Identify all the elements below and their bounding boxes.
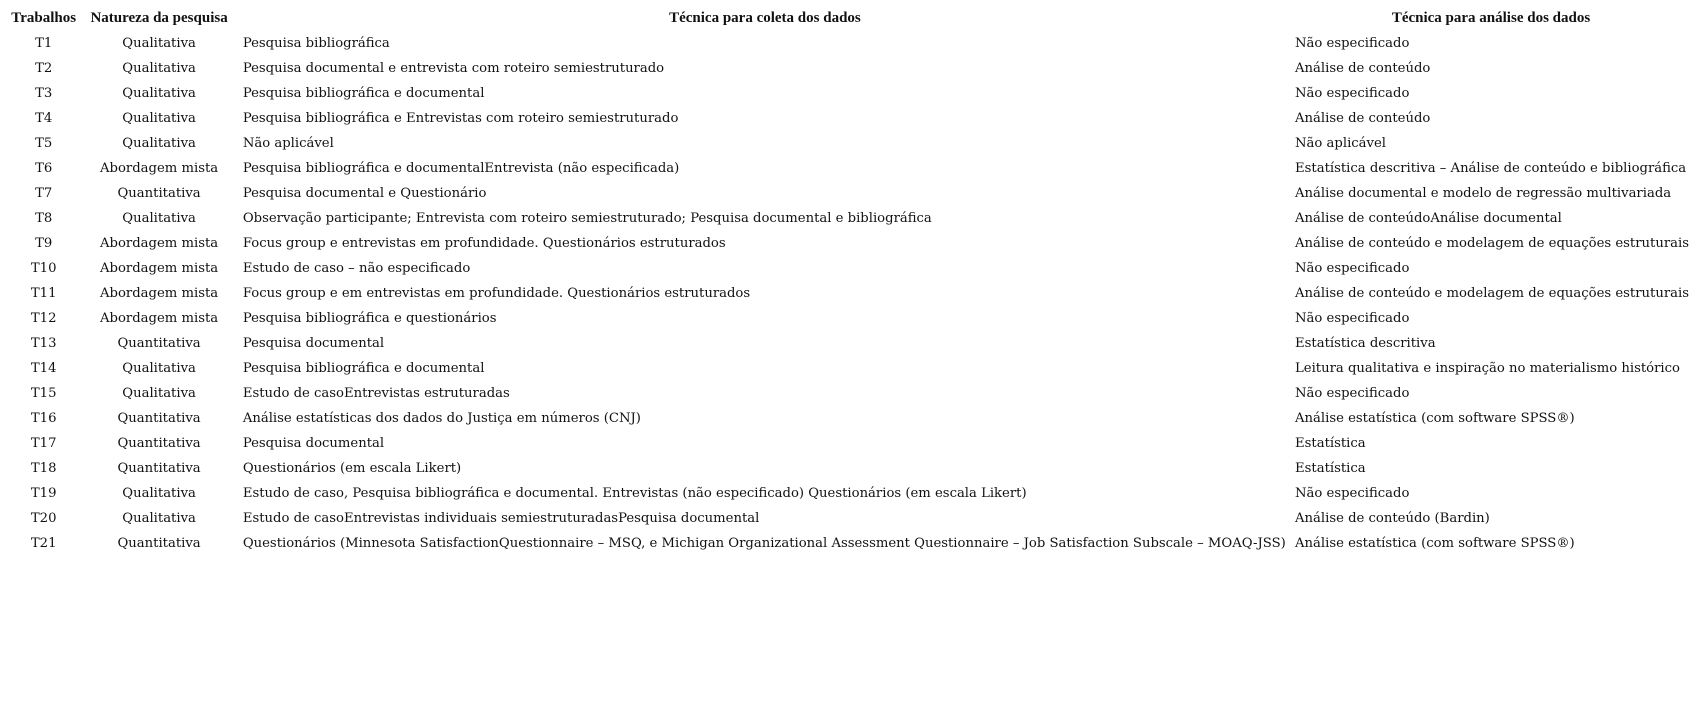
- collection-technique-cell: Pesquisa bibliográfica e documental: [242, 361, 485, 376]
- collection-technique-cell: Estudo de casoEntrevistas estruturadas: [242, 386, 510, 401]
- analysis-technique-cell: Não especificado: [1295, 86, 1410, 101]
- table-row: [6, 531, 1689, 556]
- work-id-cell: T19: [30, 486, 57, 501]
- header-analysis: Técnica para análise dos dados: [1391, 10, 1591, 26]
- nature-cell: Quantitativa: [117, 186, 201, 201]
- header-nature: Natureza da pesquisa: [90, 10, 228, 26]
- nature-cell: Abordagem mista: [100, 261, 219, 276]
- analysis-technique-cell: Análise de conteúdo (Bardin): [1295, 511, 1490, 526]
- work-id-cell: T20: [30, 511, 57, 526]
- collection-technique-cell: Pesquisa bibliográfica e documentalEntrevista (não especificada): [242, 161, 680, 176]
- collection-technique-cell: Estudo de caso, Pesquisa bibliográfica e documental. Entrevistas (não especificado) Questionários (em escala Likert): [242, 486, 1027, 501]
- header-works: Trabalhos: [11, 10, 77, 26]
- work-id-cell: T15: [30, 386, 57, 401]
- nature-cell: Quantitativa: [117, 536, 201, 551]
- work-id-cell: T18: [30, 461, 57, 476]
- collection-technique-cell: Focus group e em entrevistas em profundidade. Questionários estruturados: [242, 286, 751, 301]
- analysis-technique-cell: Análise de conteúdo e modelagem de equações estruturais: [1295, 286, 1689, 301]
- nature-cell: Qualitativa: [122, 86, 196, 101]
- analysis-technique-cell: Não especificado: [1295, 486, 1410, 501]
- analysis-technique-cell: Análise de conteúdo e modelagem de equações estruturais: [1295, 236, 1689, 251]
- analysis-technique-cell: Análise estatística (com software SPSS®): [1295, 536, 1575, 551]
- table-row: [6, 106, 1689, 131]
- collection-technique-cell: Pesquisa bibliográfica e questionários: [242, 311, 497, 326]
- analysis-technique-cell: Não especificado: [1295, 386, 1410, 401]
- work-id-cell: T2: [35, 61, 53, 76]
- work-id-cell: T7: [35, 186, 53, 201]
- table-row: [6, 431, 1689, 456]
- analysis-technique-cell: Análise de conteúdoAnálise documental: [1295, 211, 1562, 226]
- analysis-technique-cell: Não especificado: [1295, 36, 1410, 51]
- collection-technique-cell: Análise estatísticas dos dados do Justiça em números (CNJ): [242, 411, 641, 426]
- nature-cell: Qualitativa: [122, 486, 196, 501]
- work-id-cell: T8: [35, 211, 53, 226]
- analysis-technique-cell: Análise de conteúdo: [1295, 111, 1431, 126]
- nature-cell: Qualitativa: [122, 386, 196, 401]
- work-id-cell: T14: [30, 361, 57, 376]
- work-id-cell: T10: [30, 261, 57, 276]
- nature-cell: Qualitativa: [122, 111, 196, 126]
- analysis-technique-cell: Não especificado: [1295, 261, 1410, 276]
- nature-cell: Abordagem mista: [100, 161, 219, 176]
- table-row: [6, 31, 1689, 56]
- table-row: [6, 406, 1689, 431]
- nature-cell: Abordagem mista: [100, 236, 219, 251]
- table-row: [6, 456, 1689, 481]
- work-id-cell: T16: [30, 411, 57, 426]
- nature-cell: Abordagem mista: [100, 311, 219, 326]
- collection-technique-cell: Pesquisa documental: [242, 336, 385, 351]
- collection-technique-cell: Pesquisa bibliográfica e Entrevistas com roteiro semiestruturado: [242, 111, 679, 126]
- work-id-cell: T17: [30, 436, 57, 451]
- table-row: [6, 381, 1689, 406]
- work-id-cell: T9: [35, 236, 53, 251]
- collection-technique-cell: Não aplicável: [242, 136, 334, 151]
- nature-cell: Quantitativa: [117, 336, 201, 351]
- collection-technique-cell: Estudo de casoEntrevistas individuais semiestruturadasPesquisa documental: [242, 511, 760, 526]
- table-row: [6, 231, 1689, 256]
- nature-cell: Qualitativa: [122, 61, 196, 76]
- table-row: [6, 481, 1689, 506]
- nature-cell: Qualitativa: [122, 511, 196, 526]
- research-methods-table: [6, 6, 1689, 556]
- table-row: [6, 331, 1689, 356]
- nature-cell: Quantitativa: [117, 436, 201, 451]
- work-id-cell: T1: [35, 36, 53, 51]
- collection-technique-cell: Pesquisa bibliográfica: [242, 36, 390, 51]
- table-row: [6, 356, 1689, 381]
- analysis-technique-cell: Não aplicável: [1295, 136, 1387, 151]
- nature-cell: Abordagem mista: [100, 286, 219, 301]
- table-row: [6, 131, 1689, 156]
- analysis-technique-cell: Estatística: [1295, 461, 1366, 476]
- analysis-technique-cell: Análise de conteúdo: [1295, 61, 1431, 76]
- analysis-technique-cell: Estatística: [1295, 436, 1366, 451]
- work-id-cell: T5: [35, 136, 53, 151]
- work-id-cell: T4: [35, 111, 53, 126]
- analysis-technique-cell: Não especificado: [1295, 311, 1410, 326]
- header-row: [6, 6, 1689, 31]
- nature-cell: Qualitativa: [122, 136, 196, 151]
- analysis-technique-cell: Análise estatística (com software SPSS®): [1295, 411, 1575, 426]
- collection-technique-cell: Pesquisa documental e Questionário: [242, 186, 487, 201]
- work-id-cell: T13: [30, 336, 57, 351]
- table-row: [6, 81, 1689, 106]
- table-row: [6, 156, 1689, 181]
- nature-cell: Qualitativa: [122, 361, 196, 376]
- analysis-technique-cell: Leitura qualitativa e inspiração no materialismo histórico: [1295, 361, 1680, 376]
- table-row: [6, 506, 1689, 531]
- table-row: [6, 181, 1689, 206]
- work-id-cell: T21: [30, 536, 57, 551]
- nature-cell: Qualitativa: [122, 211, 196, 226]
- collection-technique-cell: Focus group e entrevistas em profundidade. Questionários estruturados: [242, 236, 726, 251]
- collection-technique-cell: Pesquisa documental e entrevista com roteiro semiestruturado: [242, 61, 665, 76]
- collection-technique-cell: Observação participante; Entrevista com roteiro semiestruturado; Pesquisa documental e bibliográfica: [242, 211, 932, 226]
- header-collection: Técnica para coleta dos dados: [669, 10, 861, 26]
- table-row: [6, 206, 1689, 231]
- table-row: [6, 281, 1689, 306]
- table-header: [6, 6, 1689, 31]
- work-id-cell: T3: [35, 86, 53, 101]
- nature-cell: Quantitativa: [117, 461, 201, 476]
- table-row: [6, 56, 1689, 81]
- analysis-technique-cell: Estatística descritiva: [1295, 336, 1436, 351]
- work-id-cell: T12: [30, 311, 57, 326]
- work-id-cell: T6: [35, 161, 53, 176]
- table-row: [6, 306, 1689, 331]
- nature-cell: Qualitativa: [122, 36, 196, 51]
- analysis-technique-cell: Estatística descritiva – Análise de conteúdo e bibliográfica: [1295, 161, 1687, 176]
- work-id-cell: T11: [30, 286, 57, 301]
- nature-cell: Quantitativa: [117, 411, 201, 426]
- collection-technique-cell: Estudo de caso – não especificado: [242, 261, 471, 276]
- table-row: [6, 256, 1689, 281]
- collection-technique-cell: Questionários (em escala Likert): [242, 461, 462, 476]
- analysis-technique-cell: Análise documental e modelo de regressão multivariada: [1295, 186, 1672, 201]
- collection-technique-cell: Questionários (Minnesota SatisfactionQuestionnaire – MSQ, e Michigan Organizational Assessment Questionnaire – Job Satisfaction Subscale – MOAQ-JSS): [242, 536, 1286, 551]
- collection-technique-cell: Pesquisa documental: [242, 436, 385, 451]
- table-body: [6, 31, 1689, 556]
- collection-technique-cell: Pesquisa bibliográfica e documental: [242, 86, 485, 101]
